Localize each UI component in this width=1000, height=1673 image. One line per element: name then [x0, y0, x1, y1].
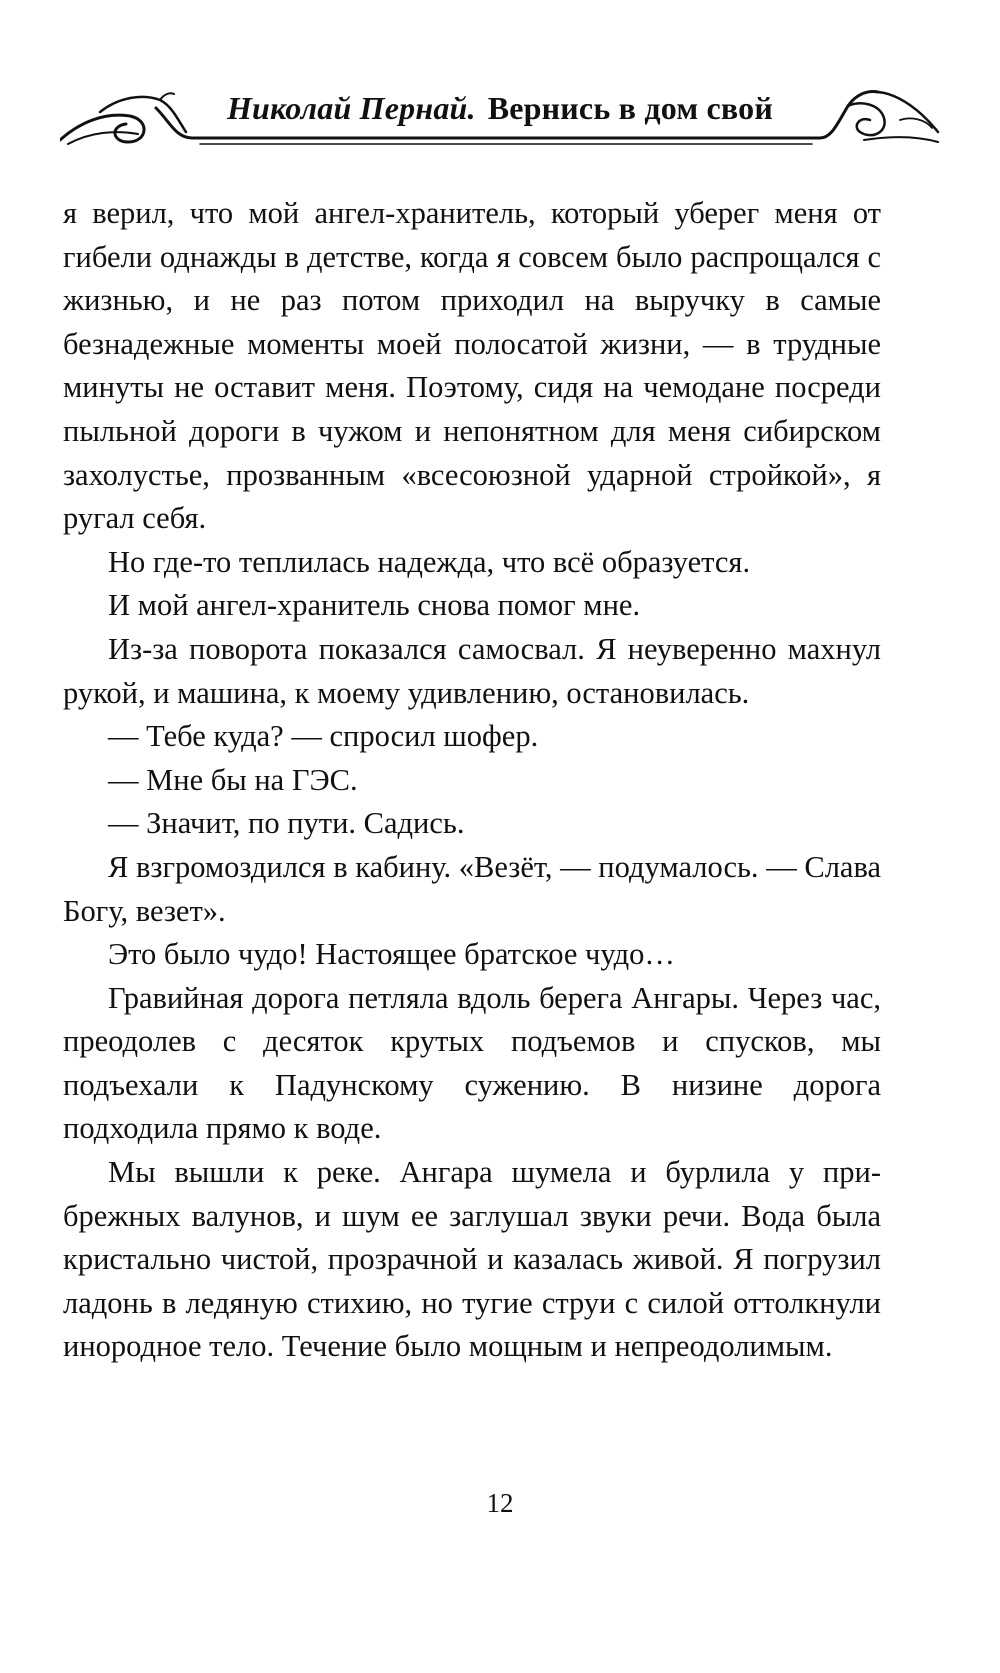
paragraph: И мой ангел-хранитель снова помог мне.: [108, 588, 641, 623]
paragraph: Гравийная дорога петляла вдоль берега Ангары. Через час, преодолев с десяток крутых подъемов и спусков, мы подъехали к Падунскому сужению. В низине дорога подходила прямо к воде.: [63, 980, 881, 1146]
header-author: Николай Пернай.: [226, 90, 476, 126]
dialogue-line: — Значит, по пути. Садись.: [108, 806, 465, 841]
dialogue-line: — Тебе куда? — спросил шофер.: [108, 719, 539, 754]
page-number: 12: [486, 1488, 514, 1518]
dialogue-line: — Мне бы на ГЭС.: [108, 762, 358, 797]
header-book-title: Вернись в дом свой: [487, 90, 774, 126]
paragraph: Из-за поворота показался самосвал. Я неуверенно махнул рукой, и машина, к моему удивлению, остановилась.: [63, 631, 881, 710]
paragraph: Это было чудо! Настоящее братское чудо…: [108, 937, 675, 972]
paragraph: я верил, что мой ангел-хранитель, который уберег меня от гибели однажды в детстве, когда я совсем было распрощался с жизнью, и не раз потом приходил на выручку в самые безнадежные моменты моей полосатой жизни, — в трудные минуты не оставит меня. Поэтому, сидя на чемодане посреди пыльной дороги в чужом и непонятном для меня сибирском захолустье, прозванным «всесоюзной ударной стройкой», я ругал себя.: [63, 196, 881, 536]
paragraph: Но где-то теплилась надежда, что всё образуется.: [108, 544, 751, 579]
paragraph: Я взгромоздился в кабину. «Везёт, — подумалось. — Слава Богу, везет».: [63, 849, 881, 928]
running-header: [60, 82, 940, 162]
header-title-line: [60, 90, 940, 127]
paragraph: Мы вышли к реке. Ангара шумела и бурлила у прибрежных валунов, и шум ее заглушал звуки речи. Вода была кристально чистой, прозрачной и казалась живой. Я погрузил ладонь в ледяную стихию, но тугие струи с силой оттолкнули инородное тело. Течение было мощным и непреодолимым.: [63, 1155, 881, 1364]
body-text: [63, 192, 881, 1369]
